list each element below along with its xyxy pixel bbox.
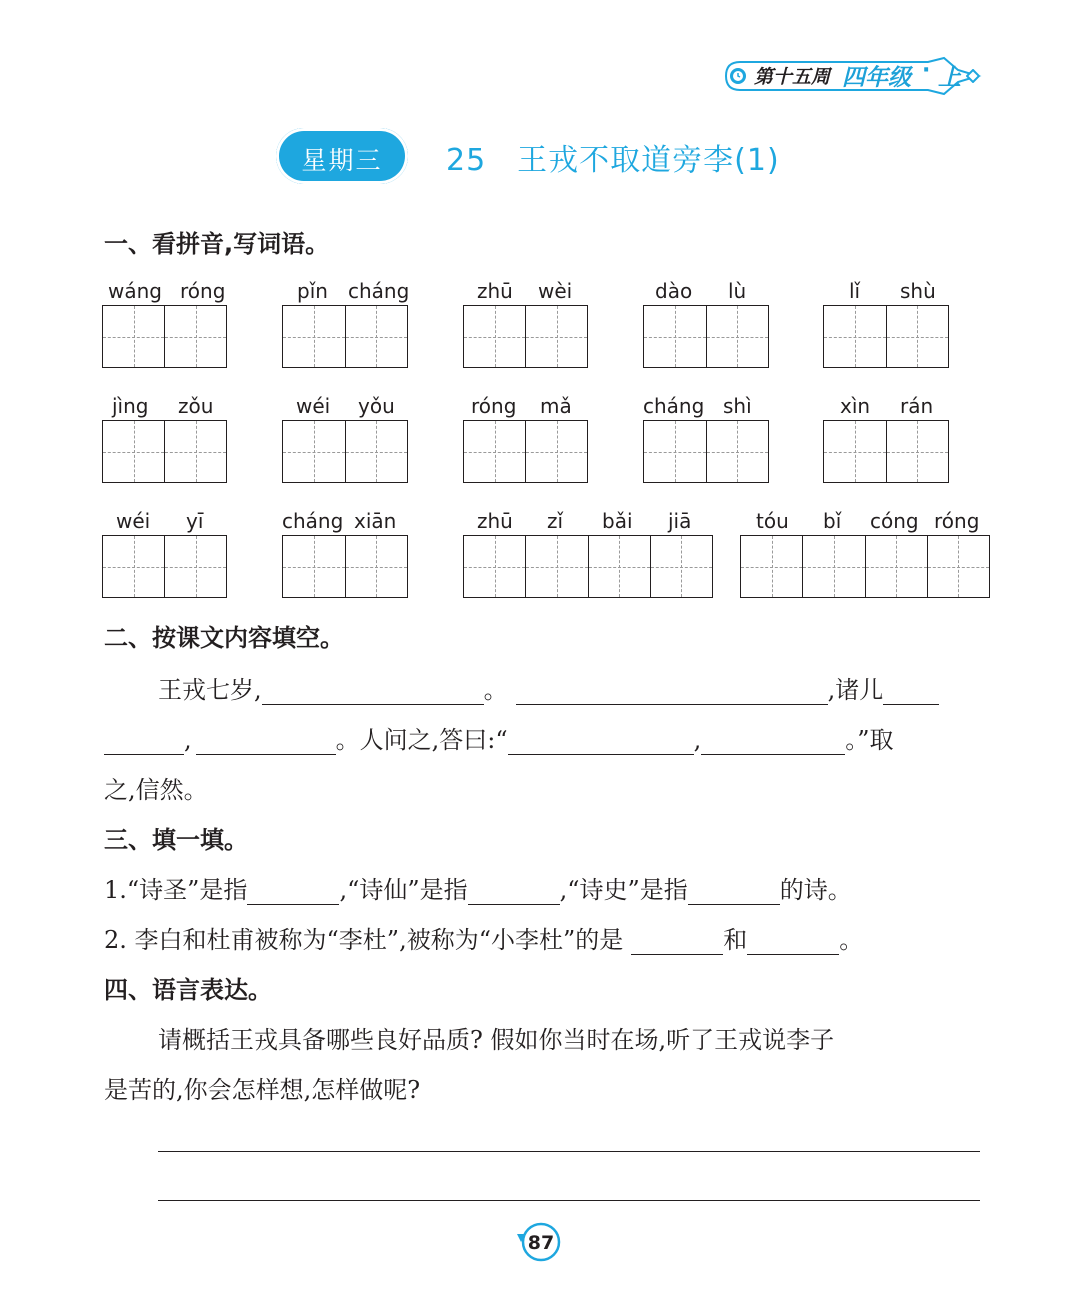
pinyin: shì	[723, 394, 752, 418]
pinyin: wéi	[296, 394, 331, 418]
pinyin: zhū	[477, 279, 513, 303]
text: 的诗。	[779, 876, 852, 904]
writing-grid[interactable]	[463, 305, 588, 368]
writing-grid[interactable]	[463, 420, 588, 483]
pinyin: lǐ	[849, 279, 861, 303]
pinyin: xiān	[354, 509, 397, 533]
page-number-label: 87	[527, 1232, 555, 1254]
pinyin: róng	[180, 279, 226, 303]
writing-grid[interactable]	[463, 535, 713, 598]
pinyin: zhū	[477, 509, 513, 533]
question-1	[104, 870, 852, 905]
fill-line-2	[104, 720, 894, 755]
blank[interactable]	[631, 930, 723, 955]
dot-separator: ·	[922, 58, 931, 83]
text: 。人问之,答曰:“	[335, 726, 508, 754]
pinyin: dào	[655, 279, 693, 303]
pinyin: lù	[728, 279, 747, 303]
pinyin: wéi	[116, 509, 151, 533]
writing-grid[interactable]	[102, 420, 227, 483]
grade-label: 四年级	[842, 65, 911, 91]
pinyin: cóng	[870, 509, 919, 533]
writing-grid[interactable]	[643, 420, 769, 483]
pinyin: tóu	[756, 509, 789, 533]
writing-grid[interactable]	[823, 305, 949, 368]
section4-heading: 四、语言表达。	[104, 976, 272, 1004]
writing-grid[interactable]	[102, 305, 227, 368]
volume-label: 上	[938, 65, 961, 91]
writing-grid[interactable]	[282, 420, 408, 483]
pinyin: wáng	[108, 279, 162, 303]
pinyin: bǐ	[823, 509, 842, 533]
fill-line-1	[158, 670, 939, 705]
blank[interactable]	[262, 680, 484, 705]
prompt-line-1: 请概括王戎具备哪些良好品质? 假如你当时在场,听了王戎说李子	[158, 1026, 835, 1054]
blank[interactable]	[747, 930, 839, 955]
writing-grid[interactable]	[643, 305, 769, 368]
section2-heading: 二、按课文内容填空。	[104, 624, 344, 652]
page-number	[516, 1222, 562, 1262]
pinyin: jiā	[668, 509, 692, 533]
answer-line[interactable]	[158, 1151, 980, 1152]
diamond-icon	[966, 69, 980, 83]
writing-grid[interactable]	[282, 305, 408, 368]
answer-line[interactable]	[158, 1200, 980, 1201]
text: 王戎七岁,	[158, 676, 262, 704]
pinyin: cháng	[348, 279, 410, 303]
blank[interactable]	[104, 730, 184, 755]
pinyin: wèi	[538, 279, 573, 303]
week-label: 第十五周	[754, 66, 831, 88]
blank[interactable]	[196, 730, 336, 755]
lesson-title: 25 王戎不取道旁李(1)	[446, 143, 780, 178]
fill-line-3: 之,信然。	[104, 776, 208, 804]
text: ,	[693, 726, 702, 754]
pinyin: cháng	[643, 394, 705, 418]
pinyin: róng	[934, 509, 980, 533]
pinyin: rán	[900, 394, 934, 418]
writing-grid[interactable]	[740, 535, 990, 598]
text: ,“诗史”是指	[559, 876, 688, 904]
text: 。	[483, 676, 508, 704]
pinyin: shù	[900, 279, 936, 303]
writing-grid[interactable]	[282, 535, 408, 598]
text: 2. 李白和杜甫被称为“李杜”,被称为“小李杜”的是	[104, 926, 624, 954]
writing-grid[interactable]	[823, 420, 949, 483]
blank[interactable]	[883, 680, 939, 705]
pinyin: yī	[186, 509, 204, 533]
blank[interactable]	[468, 880, 560, 905]
blank[interactable]	[516, 680, 828, 705]
section1-heading: 一、看拼音,写词语。	[104, 230, 330, 258]
pinyin: zǐ	[547, 509, 564, 533]
pinyin: xìn	[840, 394, 871, 418]
day-pill	[276, 128, 408, 184]
pinyin: pǐn	[297, 279, 328, 303]
text: 。	[839, 926, 864, 954]
day-label: 星期三	[301, 146, 383, 175]
pinyin: zǒu	[178, 394, 214, 418]
blank[interactable]	[688, 880, 780, 905]
text: 和	[723, 926, 748, 954]
pinyin: cháng	[282, 509, 344, 533]
blank[interactable]	[508, 730, 694, 755]
pinyin: jìng	[112, 394, 149, 418]
blank[interactable]	[247, 880, 339, 905]
pinyin: yǒu	[358, 394, 395, 418]
text: ,	[184, 726, 192, 754]
blank[interactable]	[701, 730, 845, 755]
pinyin: róng	[471, 394, 517, 418]
text: ,诸儿	[827, 676, 884, 704]
pinyin: bǎi	[602, 509, 633, 533]
week-badge	[722, 56, 984, 96]
text: 1.“诗圣”是指	[104, 876, 248, 904]
text: ,“诗仙”是指	[339, 876, 468, 904]
clock-icon	[728, 66, 748, 86]
writing-grid[interactable]	[102, 535, 227, 598]
text: 。”取	[845, 726, 894, 754]
question-2	[104, 920, 863, 955]
pinyin: mǎ	[540, 394, 572, 418]
section3-heading: 三、填一填。	[104, 826, 248, 854]
prompt-line-2: 是苦的,你会怎样想,怎样做呢?	[104, 1076, 421, 1104]
